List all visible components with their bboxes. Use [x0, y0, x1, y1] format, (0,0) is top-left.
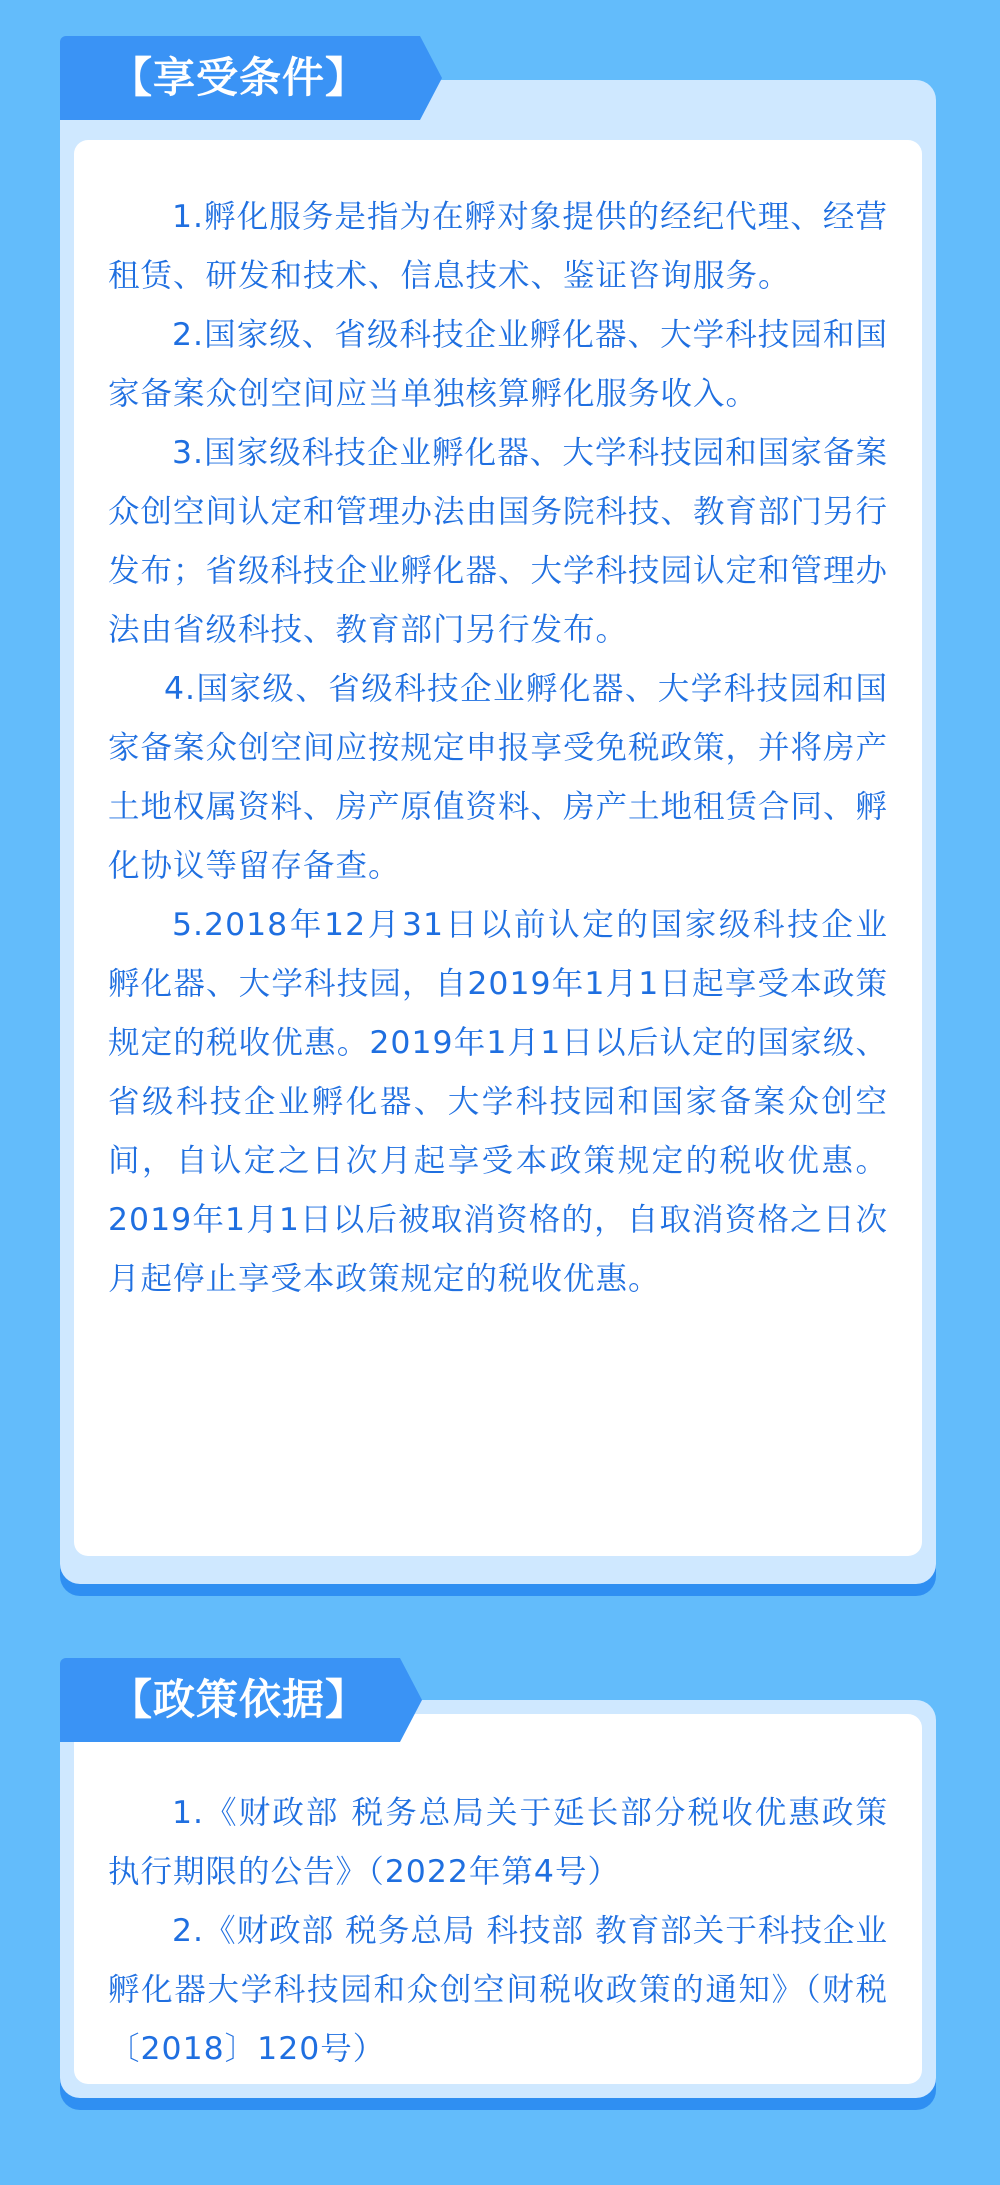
conditions-title: 【享受条件】: [110, 53, 369, 102]
condition-item-5: 5.2018年12月31日以前认定的国家级科技企业孵化器、大学科技园，自2019年1月1日起享受本政策规定的税收优惠。2019年1月1日以后认定的国家级、省级科技企业孵化器、大学科技园和国家备案众创空间，自认定之日次月起享受本政策规定的税收优惠。2019年1月1日以后被取消资格的，自取消资格之日次月起停止享受本政策规定的税收优惠。: [108, 907, 888, 1297]
basis-card: [74, 1714, 922, 2084]
basis-item-1: 1.《财政部 税务总局关于延长部分税收优惠政策执行期限的公告》（2022年第4号）: [108, 1795, 888, 1890]
banner-arrow-shape: [386, 1658, 422, 1742]
basis-section: [60, 1658, 936, 2108]
conditions-banner: [60, 36, 406, 120]
conditions-card-frame: [60, 80, 936, 1584]
banner-arrow-shape: [406, 36, 442, 120]
basis-item-2: 2.《财政部 税务总局 科技部 教育部关于科技企业孵化器大学科技园和众创空间税收政策的通知》（财税〔2018〕120号）: [108, 1913, 888, 2067]
conditions-section: [60, 36, 936, 1576]
basis-banner: [60, 1658, 386, 1742]
conditions-card: [74, 140, 922, 1556]
condition-item-4: 4.国家级、省级科技企业孵化器、大学科技园和国家备案众创空间应按规定申报享受免税政策，并将房产土地权属资料、房产原值资料、房产土地租赁合同、孵化协议等留存备查。: [108, 671, 889, 884]
condition-item-3: 3.国家级科技企业孵化器、大学科技园和国家备案众创空间认定和管理办法由国务院科技、教育部门另行发布；省级科技企业孵化器、大学科技园认定和管理办法由省级科技、教育部门另行发布。: [108, 435, 889, 648]
condition-item-1: 1.孵化服务是指为在孵对象提供的经纪代理、经营租赁、研发和技术、信息技术、鉴证咨询服务。: [108, 199, 888, 294]
condition-item-2: 2.国家级、省级科技企业孵化器、大学科技园和国家备案众创空间应当单独核算孵化服务收入。: [108, 317, 888, 412]
basis-title: 【政策依据】: [110, 1675, 369, 1724]
basis-card-frame: [60, 1700, 936, 2098]
